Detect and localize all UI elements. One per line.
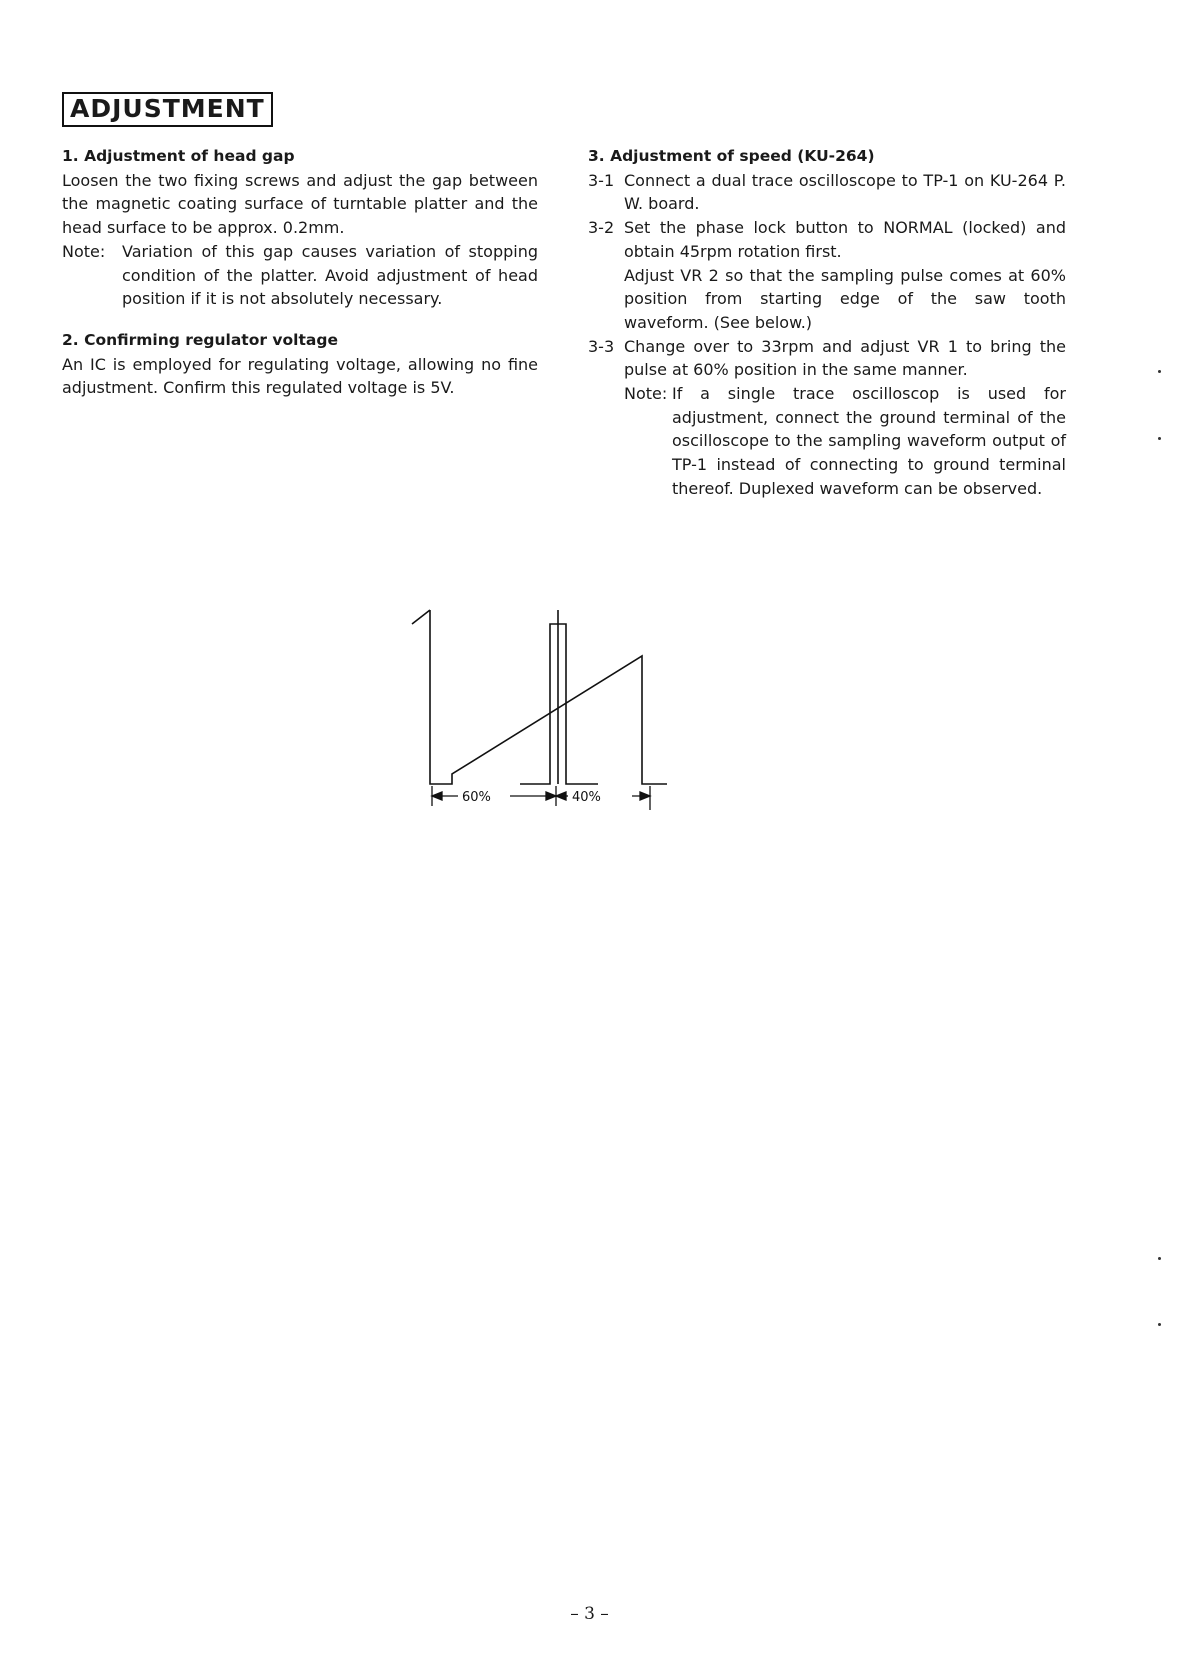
arrow-60-left [432,792,442,800]
step-number: 3-1 [588,170,615,190]
page-title: ADJUSTMENT [62,92,273,127]
page-number: – 3 – [570,1604,609,1624]
step-number: 3-3 [588,336,615,356]
section-2-body: An IC is employed for regulating voltage, allowing no fine adjustment. Confirm this regulated voltage is 5V. [62,354,538,398]
sawtooth-waveform-diagram [410,600,690,820]
note-label: Note: [62,241,106,261]
sampling-pulse [520,624,598,784]
note-text: If a single trace oscilloscop is used for adjustment, connect the ground terminal of the oscilloscope to the sampling waveform output of TP-1 instead of connecting to ground terminal thereof. Duplexed waveform can be observed. [672,384,1066,498]
label-40-percent: 40% [572,790,601,805]
section-2-heading: 2. Confirming regulator voltage [62,330,338,349]
step-text: Change over to 33rpm and adjust VR 1 to bring the pulse at 60% position in the same manner. [624,336,1066,380]
section-3-heading: 3. Adjustment of speed (KU-264) [588,147,875,165]
step-3-3 [588,335,1066,382]
scan-speck [1158,370,1161,373]
step-3-1 [588,169,1066,216]
scan-speck [1158,437,1161,440]
arrow-40-right [640,792,650,800]
step-text-part-2: Adjust VR 2 so that the sampling pulse comes at 60% position from starting edge of the saw tooth waveform. (See below.) [624,265,1066,332]
note-label: Note: [624,384,668,404]
left-column [62,145,538,400]
note-text: Variation of this gap causes variation of stopping condition of the platter. Avoid adjustment of head position if it is not absolutely necessary. [122,241,538,309]
step-text [624,216,1066,335]
right-column [588,145,1066,501]
arrow-40-left [556,792,566,800]
section-1-body: Loosen the two fixing screws and adjust the gap between the magnetic coating surface of turntable platter and the head surface to be approx. 0.2mm. [62,170,538,238]
section-1-note [62,240,538,311]
label-60-percent: 60% [462,790,491,805]
step-3-2 [588,216,1066,335]
section-3-note [588,382,1066,501]
section-1-heading: 1. Adjustment of head gap [62,147,295,165]
sawtooth-left-edge [412,610,667,784]
step-text-part-1: Set the phase lock button to NORMAL (locked) and obtain 45rpm rotation first. [624,218,1066,261]
scan-speck [1158,1257,1161,1260]
step-number: 3-2 [588,218,615,238]
step-text: Connect a dual trace oscilloscope to TP-1 on KU-264 P. W. board. [624,170,1066,214]
scan-speck [1158,1323,1161,1326]
